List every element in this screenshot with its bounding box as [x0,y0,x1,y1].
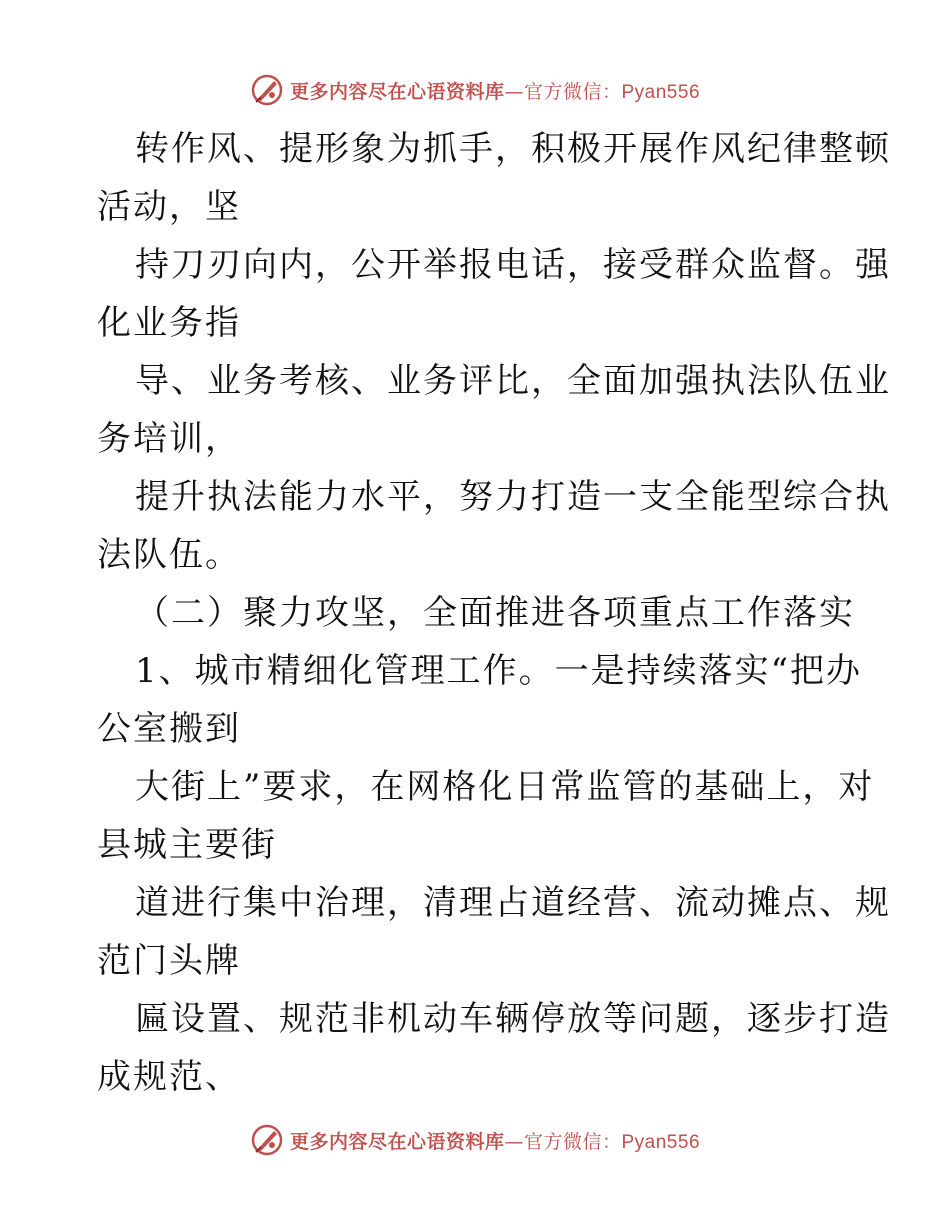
watermark-wechat-label: 官方微信： [523,80,622,103]
paragraph-line: 法队伍。 [97,535,241,575]
paragraph-line: 1、城市精细化管理工作。一是持续落实“把办 [135,651,863,691]
watermark-separator: — [504,1130,524,1153]
document-body [97,120,891,1106]
paragraph-line: 公室搬到 [97,709,241,749]
paragraph-line: 成规范、 [97,1057,241,1097]
paragraph-line: 务培训， [97,419,241,459]
header-watermark [0,70,950,110]
watermark-wechat-id: Pyan556 [621,1131,701,1153]
paragraph-line: 范门头牌 [97,941,241,981]
paragraph-line: 县城主要街 [97,825,277,865]
paragraph-line: 导、业务考核、业务评比，全面加强执法队伍业 [135,361,891,401]
quill-pen-logo-icon [250,1123,284,1157]
paragraph-line: 匾设置、规范非机动车辆停放等问题，逐步打造 [135,999,891,1039]
paragraph-line: 提升执法能力水平，努力打造一支全能型综合执 [135,477,891,517]
paragraph-line: 大街上”要求，在网格化日常监管的基础上，对 [135,767,875,807]
watermark-separator: — [504,80,524,103]
paragraph-line: 持刀刃向内，公开举报电话，接受群众监督。强 [135,245,891,285]
paragraph-line: 转作风、提形象为抓手，积极开展作风纪律整顿 [135,129,891,169]
paragraph-line: 道进行集中治理，清理占道经营、流动摊点、规 [135,883,891,923]
watermark-main-text: 更多内容尽在心语资料库 [289,1130,505,1153]
footer-watermark [0,1120,950,1160]
watermark-wechat-label: 官方微信： [523,1130,622,1153]
paragraph-line: 活动，坚 [97,187,241,227]
quill-pen-logo-icon [250,73,284,107]
paragraph-line: 化业务指 [97,303,241,343]
watermark-wechat-id: Pyan556 [621,81,701,103]
watermark-main-text: 更多内容尽在心语资料库 [289,80,505,103]
paragraph-line: （二）聚力攻坚，全面推进各项重点工作落实 [135,593,855,633]
